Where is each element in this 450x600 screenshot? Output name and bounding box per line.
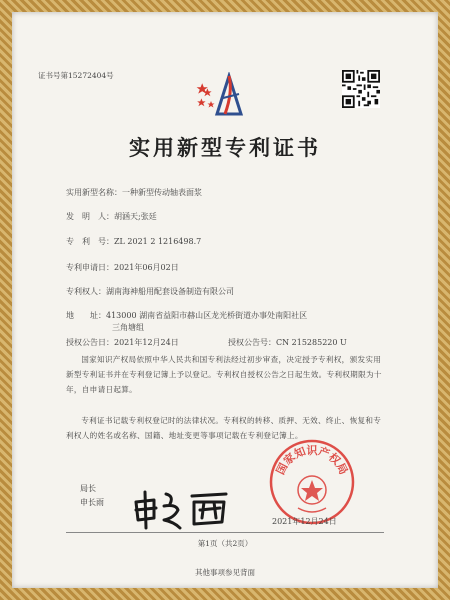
field-label: 专利权人： — [66, 287, 106, 296]
field-patentee — [66, 286, 234, 297]
field-value: 413000 湖南省益阳市赫山区龙光桥街道办事处南阳社区 — [106, 311, 308, 320]
field-label: 授权公告日： — [66, 338, 114, 347]
field-address-line-2: 三角塘组 — [112, 323, 144, 332]
field-value: CN 215285220 U — [276, 338, 347, 347]
field-grant-date — [66, 337, 179, 348]
footer-note: 其他事项参见背面 — [195, 568, 255, 577]
field-label: 专 利 号： — [66, 237, 114, 246]
director-title: 局长 — [80, 484, 96, 493]
field-inventor — [66, 211, 157, 222]
body-paragraph-1: 国家知识产权局依照中华人民共和国专利法经过初步审查，决定授予专利权，颁发实用新型专利证书并在专利登记簿上予以登记。专利权自授权公告之日起生效。专利权期限为十年，自申请日起算。 — [66, 355, 382, 394]
body-paragraph-2: 专利证书记载专利权登记时的法律状况。专利权的转移、质押、无效、终止、恢复和专利权人的姓名或名称、国籍、地址变更等事项记载在专利登记簿上。 — [66, 416, 382, 440]
field-filing-date — [66, 262, 179, 273]
svg-text:国家知识产权局: 国家知识产权局 — [273, 444, 351, 477]
stamp-date: 2021年12月24日 — [272, 517, 337, 526]
field-label: 专利申请日： — [66, 263, 114, 272]
page-number: 第1页（共2页） — [197, 539, 253, 548]
field-value: ZL 2021 2 1216498.7 — [114, 237, 202, 246]
field-label: 实用新型名称： — [66, 188, 122, 197]
field-label: 授权公告号： — [228, 338, 276, 347]
cnipa-logo-icon — [195, 72, 247, 116]
field-value: 湖南海神船用配套设备制造有限公司 — [106, 287, 234, 296]
field-utility-model-name — [66, 187, 202, 198]
qr-code — [342, 70, 380, 108]
certificate-title: 实用新型专利证书 — [129, 135, 321, 160]
handwritten-signature — [130, 488, 230, 530]
field-value: 2021年06月02日 — [114, 263, 179, 272]
director-name: 申长雨 — [80, 498, 104, 507]
certificate-number: 证书号第15272404号 — [38, 71, 114, 80]
field-value: 胡涵天;张廷 — [114, 212, 157, 221]
field-grant-number — [228, 337, 347, 348]
divider — [66, 532, 384, 533]
field-value: 2021年12月24日 — [114, 338, 179, 347]
field-patent-number — [66, 236, 201, 247]
official-seal — [268, 438, 356, 526]
field-address — [66, 310, 307, 321]
field-label: 地 址： — [66, 311, 106, 320]
field-value: 一种新型传动轴表面浆 — [122, 188, 202, 197]
field-label: 发 明 人： — [66, 212, 114, 221]
